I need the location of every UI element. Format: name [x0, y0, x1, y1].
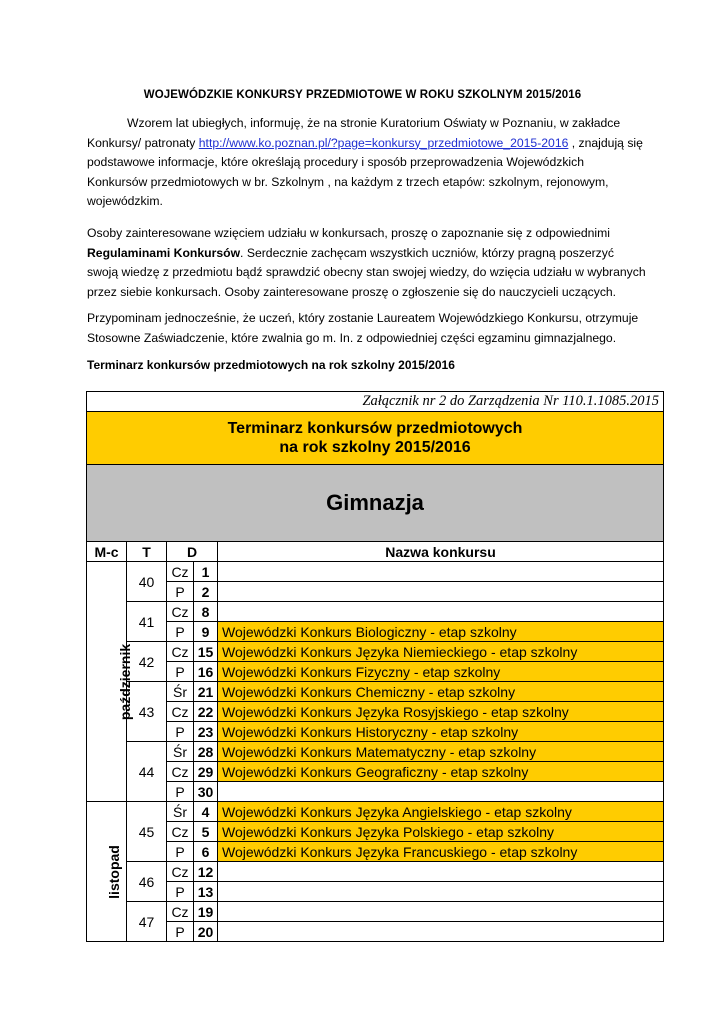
week-number: 46 [127, 862, 167, 902]
column-header-week: T [127, 542, 167, 562]
weekday-cell: P [167, 662, 194, 682]
gray-header-row [87, 465, 664, 542]
contest-name-cell: Wojewódzki Konkurs Języka Polskiego - etap szkolny [218, 822, 664, 842]
weekday-cell: Cz [167, 902, 194, 922]
weekday-cell: Śr [167, 802, 194, 822]
schedule-row [87, 622, 664, 642]
contest-name-cell [218, 782, 664, 802]
weekday-cell: P [167, 782, 194, 802]
schedule-row [87, 722, 664, 742]
column-header-contest: Nazwa konkursu [218, 542, 664, 562]
weekday-cell: Śr [167, 682, 194, 702]
date-cell: 13 [194, 882, 218, 902]
weekday-cell: Cz [167, 562, 194, 582]
month-cell [87, 802, 127, 942]
schedule-row [87, 882, 664, 902]
contest-name-cell [218, 602, 664, 622]
regulations-bold: Regulaminami Konkursów [87, 245, 241, 260]
schedule-row [87, 582, 664, 602]
date-cell: 9 [194, 622, 218, 642]
schedule-heading-line1: Terminarz konkursów przedmiotowych [227, 420, 523, 437]
contest-name-cell: Wojewódzki Konkurs Matematyczny - etap szkolny [218, 742, 664, 762]
schedule-row [87, 762, 664, 782]
contest-name-cell: Wojewódzki Konkurs Języka Rosyjskiego - etap szkolny [218, 702, 664, 722]
month-cell [87, 562, 134, 802]
date-cell: 1 [194, 562, 218, 582]
school-type-heading: Gimnazja [87, 465, 664, 542]
schedule-row [87, 862, 664, 882]
schedule-row [87, 782, 664, 802]
weekday-cell: P [167, 882, 194, 902]
schedule-row [87, 902, 664, 922]
week-number: 44 [127, 742, 167, 802]
contest-name-cell: Wojewódzki Konkurs Fizyczny - etap szkolny [218, 662, 664, 682]
date-cell: 15 [194, 642, 218, 662]
paragraph-intro-text: Wzorem lat ubiegłych, informuję, że na stronie Kuratorium Oświaty w Poznaniu, w zakładce Konkursy/ patronaty [87, 116, 621, 150]
schedule-row [87, 662, 664, 682]
week-number: 40 [127, 562, 167, 602]
schedule-row [87, 822, 664, 842]
date-cell: 21 [194, 682, 218, 702]
schedule-row [87, 922, 664, 942]
weekday-cell: Cz [167, 642, 194, 662]
schedule-row [87, 842, 664, 862]
contest-name-cell: Wojewódzki Konkurs Języka Angielskiego - etap szkolny [218, 802, 664, 822]
week-number: 43 [127, 682, 167, 742]
paragraph-invitation-part2: . Serdecznie zachęcam wszystkich uczniów, którzy pragną poszerzyć swoją wiedzę z przedmiotu bądź sprawdzić obecny stan swojej wiedzy, do wzięcia udziału w wybranych przez siebie konkursach. Osoby zainteresowane proszę o zgłoszenie się do nauczycieli uczących. [87, 245, 646, 299]
date-cell: 30 [194, 782, 218, 802]
schedule-row [87, 642, 664, 662]
contest-name-cell: Wojewódzki Konkurs Geograficzny - etap szkolny [218, 762, 664, 782]
week-number: 45 [127, 802, 167, 862]
weekday-cell: Cz [167, 602, 194, 622]
weekday-cell: P [167, 842, 194, 862]
schedule-heading-line2: na rok szkolny 2015/2016 [279, 439, 471, 456]
schedule-row [87, 602, 664, 622]
contest-name-cell [218, 862, 664, 882]
date-cell: 28 [194, 742, 218, 762]
weekday-cell: Cz [167, 762, 194, 782]
annex-row [87, 392, 664, 412]
schedule-heading [87, 412, 664, 465]
date-cell: 20 [194, 922, 218, 942]
schedule-row [87, 742, 664, 762]
contest-name-cell [218, 882, 664, 902]
yellow-header-row [87, 412, 664, 465]
contest-name-cell [218, 902, 664, 922]
column-header-day: D [167, 542, 218, 562]
contest-name-cell: Wojewódzki Konkurs Historyczny - etap szkolny [218, 722, 664, 742]
date-cell: 23 [194, 722, 218, 742]
contest-name-cell [218, 582, 664, 602]
date-cell: 6 [194, 842, 218, 862]
date-cell: 5 [194, 822, 218, 842]
paragraph-reminder: Przypominam jednocześnie, że uczeń, który zostanie Laureatem Wojewódzkiego Konkursu, otrzymuje Stosowne Zaświadczenie, które zwalnia go m. In. z odpowiedniej części egzaminu gimnazjalnego. [87, 311, 639, 345]
weekday-cell: P [167, 722, 194, 742]
date-cell: 19 [194, 902, 218, 922]
annex-note: Załącznik nr 2 do Zarządzenia Nr 110.1.1085.2015 [87, 392, 664, 412]
contest-name-cell [218, 922, 664, 942]
paragraph-invitation [87, 224, 647, 302]
date-cell: 8 [194, 602, 218, 622]
schedule-row [87, 682, 664, 702]
contest-name-cell [218, 562, 664, 582]
date-cell: 16 [194, 662, 218, 682]
month-label: październik [117, 643, 134, 720]
schedule-row [87, 562, 664, 582]
contest-name-cell: Wojewódzki Konkurs Języka Niemieckiego - etap szkolny [218, 642, 664, 662]
paragraph-invitation-part1: Osoby zainteresowane wzięciem udziału w konkursach, proszę o zapoznanie się z odpowiednimi [87, 226, 610, 240]
weekday-cell: P [167, 582, 194, 602]
column-header-row [87, 542, 664, 562]
weekday-cell: Cz [167, 862, 194, 882]
paragraph-intro [87, 114, 647, 212]
column-header-month: M-c [87, 542, 127, 562]
schedule-row [87, 802, 664, 822]
konkursy-link[interactable]: http://www.ko.poznan.pl/?page=konkursy_przedmiotowe_2015-2016 [198, 135, 569, 150]
date-cell: 2 [194, 582, 218, 602]
schedule-table [86, 391, 664, 942]
week-number: 47 [127, 902, 167, 942]
date-cell: 12 [194, 862, 218, 882]
paragraph-intro-tail: , znajdują się podstawowe informacje, które określają procedury i sposób przeprowadzenia Wojewódzkich Konkursów przedmiotowych w br. Szkolnym , na każdym z trzech etapów: szkolnym, rejonowym, wojewódzkim. [87, 135, 643, 208]
month-label: listopad [105, 844, 122, 899]
weekday-cell: Śr [167, 742, 194, 762]
date-cell: 29 [194, 762, 218, 782]
table-caption: Terminarz konkursów przedmiotowych na rok szkolny 2015/2016 [87, 358, 455, 372]
contest-name-cell: Wojewódzki Konkurs Chemiczny - etap szkolny [218, 682, 664, 702]
date-cell: 4 [194, 802, 218, 822]
week-number: 41 [127, 602, 167, 642]
week-number: 42 [127, 642, 167, 682]
contest-name-cell: Wojewódzki Konkurs Języka Francuskiego - etap szkolny [218, 842, 664, 862]
weekday-cell: P [167, 622, 194, 642]
date-cell: 22 [194, 702, 218, 722]
weekday-cell: P [167, 922, 194, 942]
weekday-cell: Cz [167, 702, 194, 722]
document-title: WOJEWÓDZKIE KONKURSY PRZEDMIOTOWE W ROKU SZKOLNYM 2015/2016 [143, 89, 582, 101]
contest-name-cell: Wojewódzki Konkurs Biologiczny - etap szkolny [218, 622, 664, 642]
schedule-row [87, 702, 664, 722]
weekday-cell: Cz [167, 822, 194, 842]
